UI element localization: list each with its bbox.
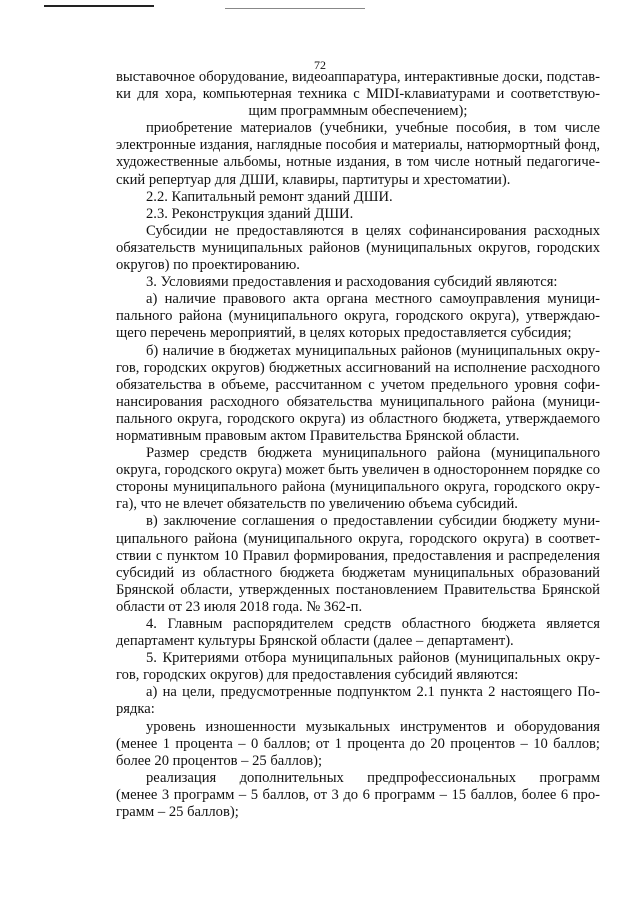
text-line: ципального района (муниципального округа, городского округа) в соответ-	[116, 530, 600, 547]
text-line: пального округа, городского округа) из областного бюджета, утверждаемого	[116, 410, 600, 427]
text-line: гов, городских округов) для предоставления субсидий являются:	[116, 667, 519, 684]
document-body	[116, 69, 600, 821]
text-line: более 20 процентов – 25 баллов);	[116, 752, 323, 769]
text-line: ствии с пунктом 10 Правил формирования, предоставления и распределения	[116, 547, 600, 564]
text-line: электронные издания, наглядные пособия и материалы, натюрмортный фонд,	[116, 137, 600, 154]
text-line: 2.2. Капитальный ремонт зданий ДШИ.	[146, 188, 393, 205]
text-line: 4. Главным распорядителем средств областного бюджета является	[146, 616, 600, 632]
text-line: (менее 1 процента – 0 баллов; от 1 процента до 20 процентов – 10 баллов;	[116, 735, 600, 752]
text-line: нормативным правовым актом Правительства Брянской области.	[116, 427, 520, 444]
text-line: округов) по проектированию.	[116, 257, 300, 274]
text-line: округа, городского округа) может быть увеличен в одностороннем порядке со	[116, 462, 600, 479]
text-line: стороны муниципального района (муниципального округа, городского окру-	[116, 479, 600, 496]
text-line: субсидий из областного бюджета бюджетам муниципальных образований	[116, 564, 600, 581]
text-line: щего перечень мероприятий, в целях которых предоставляется субсидия;	[116, 325, 572, 342]
text-line: га), что не влечет обязательств по увеличению объема субсидий.	[116, 496, 518, 513]
scan-mark-top-center	[225, 8, 365, 9]
text-line: а) на цели, предусмотренные подпунктом 2.1 пункта 2 настоящего По-	[146, 684, 600, 701]
text-line: обязательств муниципальных районов (муниципальных округов, городских	[116, 239, 600, 256]
text-line: реализация дополнительных предпрофессиональных программ	[146, 769, 600, 786]
text-line: 5. Критериями отбора муниципальных районов (муниципальных окру-	[146, 650, 600, 667]
text-line: 2.3. Реконструкция зданий ДШИ.	[146, 205, 354, 222]
text-line: рядка:	[116, 701, 155, 718]
text-line: щим программным обеспечением);	[248, 103, 468, 120]
text-line: ки для хора, компьютерная техника с MIDI-клавиатурами и соответствую-	[116, 86, 600, 103]
text-line: б) наличие в бюджетах муниципальных районов (муниципальных окру-	[146, 342, 600, 359]
text-line: области от 23 июля 2018 года. № 362-п.	[116, 598, 363, 615]
text-line: 3. Условиями предоставления и расходования субсидий являются:	[146, 274, 558, 291]
text-line: Субсидии не предоставляются в целях софинансирования расходных	[146, 222, 600, 239]
text-line: художественные альбомы, нотные издания, в том числе нотный педагогиче-	[116, 154, 600, 171]
text-line: (менее 3 программ – 5 баллов, от 3 до 6 программ – 15 баллов, более 6 про-	[116, 786, 600, 803]
text-line: гов, городских округов) бюджетных ассигнований на исполнение расходного	[116, 359, 600, 376]
text-line: грамм – 25 баллов);	[116, 804, 239, 821]
text-line: в) заключение соглашения о предоставлении субсидии бюджету муни-	[146, 513, 600, 530]
text-line: департамент культуры Брянской области (далее – департамент).	[116, 633, 514, 650]
text-line: нансирования расходного обязательства муниципального района (муници-	[116, 393, 600, 410]
text-line: обязательства в объеме, рассчитанном с учетом предельного уровня софи-	[116, 376, 600, 393]
text-line: приобретение материалов (учебники, учебные пособия, в том числе	[146, 120, 600, 137]
text-line: Размер средств бюджета муниципального района (муниципального	[146, 445, 600, 462]
text-line: пального района (муниципального округа, городского округа), утверждаю-	[116, 308, 600, 325]
text-line: а) наличие правового акта органа местного самоуправления муници-	[146, 291, 600, 308]
text-line: выставочное оборудование, видеоаппаратура, интерактивные доски, подстав-	[116, 69, 600, 85]
page-number: 72	[314, 58, 326, 72]
text-line: уровень изношенности музыкальных инструментов и оборудования	[146, 718, 600, 735]
scan-mark-top-left	[44, 5, 154, 7]
text-line: ский репертуар для ДШИ, клавиры, партитуры и хрестоматии).	[116, 171, 511, 188]
text-line: Брянской области, утвержденных постановлением Правительства Брянской	[116, 581, 600, 598]
